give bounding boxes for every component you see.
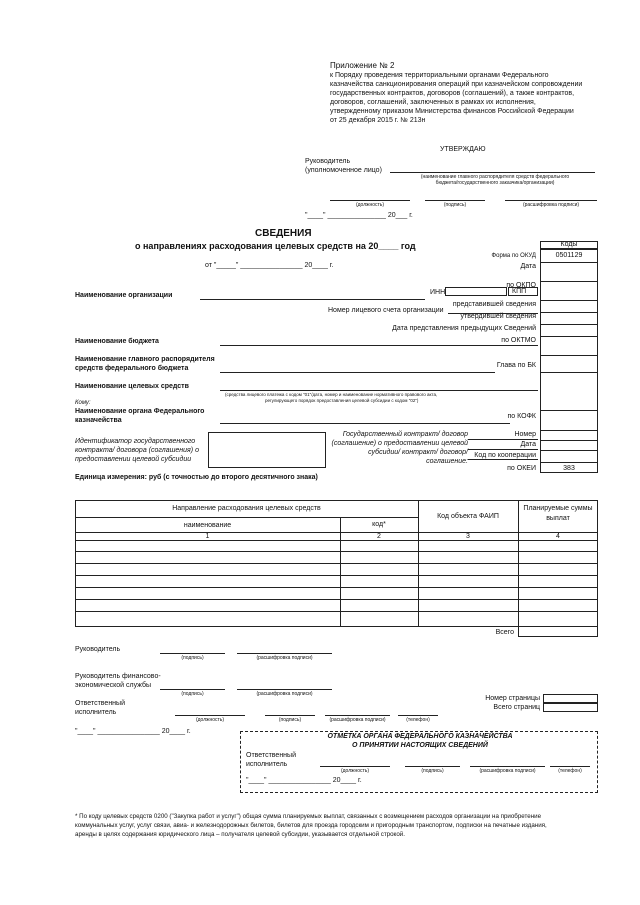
head-cap-decode: (расшифровка подписи) bbox=[256, 655, 313, 661]
fk-resp-label: Ответственный bbox=[246, 752, 296, 759]
okpo-label: по ОКПО bbox=[506, 282, 536, 289]
approve-org-caption-2: бюджета/государственного заказчика/организации) bbox=[435, 180, 555, 186]
header-line: от 25 декабря 2015 г. № 213н bbox=[330, 117, 426, 124]
fin-cap-decode: (расшифровка подписи) bbox=[256, 691, 313, 697]
document-subtitle: о направлениях расходования целевых средств на 20____ год bbox=[135, 241, 416, 251]
head-sign-label: Руководитель bbox=[75, 646, 121, 653]
page-no-field[interactable] bbox=[543, 694, 598, 703]
header-line: договоров, соглашений, заключенных в рамках их исполнения, bbox=[330, 99, 536, 106]
rep-label: представившей сведения bbox=[452, 301, 536, 308]
fk-cap-signature: (подпись) bbox=[421, 768, 444, 774]
account-label: Номер лицевого счета организации bbox=[328, 307, 444, 314]
resp-cap-position: (должность) bbox=[195, 717, 225, 723]
target-funds-field[interactable] bbox=[220, 390, 538, 391]
footnote-line: аренды в целях содержания юридического лица – получателя целевой субсидии, указывается отдельной строкой. bbox=[75, 831, 405, 838]
fk-label-2: казначейства bbox=[75, 417, 122, 424]
ident-label-3: предоставлении целевой субсидии bbox=[75, 456, 192, 463]
fk-mark-title-2: О ПРИНЯТИИ НАСТОЯЩИХ СВЕДЕНИЙ bbox=[352, 742, 488, 749]
col-num-2: 2 bbox=[377, 532, 381, 540]
th-faip: Код объекта ФАИП bbox=[437, 512, 499, 520]
contract-label-4: соглашение: bbox=[426, 458, 468, 465]
fk-label: Наименование органа Федерального bbox=[75, 408, 205, 415]
footnote-line: * По коду целевых средств 0200 ("Закупка работ и услуг") общая сумма планируемых выплат, связанных с возмещением расходов организации на приобретение bbox=[75, 813, 542, 820]
org-field[interactable] bbox=[200, 299, 425, 300]
fk-field[interactable] bbox=[220, 423, 510, 424]
fin-cap-signature: (подпись) bbox=[181, 691, 204, 697]
approve-head-label: Руководитель bbox=[305, 158, 351, 165]
target-funds-label: Наименование целевых средств bbox=[75, 383, 189, 390]
col-num-4: 4 bbox=[556, 532, 560, 540]
th-planned-2: выплат bbox=[546, 514, 570, 522]
approve-cap-decode: (расшифровка подписи) bbox=[522, 202, 580, 208]
okei-value: 383 bbox=[563, 465, 575, 472]
kofk-label: по КОФК bbox=[507, 413, 536, 420]
date-label: Дата bbox=[520, 263, 536, 270]
resp-cap-decode: (расшифровка подписи) bbox=[329, 717, 386, 723]
th-planned: Планируемые суммы bbox=[523, 504, 593, 512]
approve-cap-position: (должность) bbox=[355, 202, 385, 208]
page-no-label: Номер страницы bbox=[485, 695, 540, 702]
inn-field[interactable] bbox=[445, 287, 507, 296]
grbs-field[interactable] bbox=[220, 372, 495, 373]
fin-sign-label-2: экономической службы bbox=[75, 682, 151, 689]
pages-total-label: Всего страниц bbox=[493, 704, 540, 711]
glava-label: Глава по БК bbox=[496, 362, 536, 369]
ident-field[interactable] bbox=[208, 432, 326, 468]
th-direction: Направление расходования целевых средств bbox=[172, 505, 321, 512]
resp-sign-label: Ответственный bbox=[75, 700, 125, 707]
header-line: утвержденному приказом Министерства финансов Российской Федерации bbox=[330, 108, 574, 115]
resp-sign-label-2: исполнитель bbox=[75, 709, 117, 716]
oktmo-label: по ОКТМО bbox=[501, 337, 536, 344]
fk-resp-label-2: исполнитель bbox=[246, 761, 288, 768]
number-label: Номер bbox=[514, 431, 536, 438]
coop-label: Код по кооперации bbox=[474, 452, 536, 459]
header-line: к Порядку проведения территориальными органами Федерального bbox=[330, 72, 549, 79]
th-code: код* bbox=[372, 521, 386, 528]
contract-label: Государственный контракт/ договор bbox=[342, 431, 468, 438]
target-caption: (средства лицевого платежа с кодом "01"/дата, номер и наименование нормативного правового акта, bbox=[225, 392, 438, 397]
budget-label: Наименование бюджета bbox=[75, 338, 159, 345]
approve-org-caption: (наименование главного распорядителя средств федерального bbox=[420, 174, 570, 180]
unit-label: Единица измерения: руб (с точностью до второго десятичного знака) bbox=[75, 474, 318, 481]
approve-title: УТВЕРЖДАЮ bbox=[440, 146, 486, 153]
fk-cap-decode: (расшифровка подписи) bbox=[479, 768, 536, 774]
total-field[interactable] bbox=[518, 626, 598, 637]
header-line: казначейства санкционирования операций при казначейском сопровождении bbox=[330, 81, 583, 88]
head-cap-signature: (подпись) bbox=[181, 655, 204, 661]
contract-label-3: субсидии/ контракт/ договор/ bbox=[368, 449, 468, 456]
th-name: наименование bbox=[183, 522, 232, 529]
to-label: Кому: bbox=[75, 400, 91, 406]
grbs-label-2: средств федерального бюджета bbox=[75, 365, 189, 372]
grbs-label: Наименование главного распорядителя bbox=[75, 356, 215, 363]
approve-cap-signature: (подпись) bbox=[443, 202, 467, 208]
target-caption-2: регулирующего порядок предоставления целевой субсидии с кодом "02") bbox=[265, 398, 419, 403]
date2-label: Дата bbox=[520, 441, 536, 448]
fk-cap-position: (должность) bbox=[340, 768, 370, 774]
prev-date-label: Дата представления предыдущих Сведений bbox=[392, 325, 536, 332]
contract-label-2: (соглашение) о предоставлении целевой bbox=[331, 440, 468, 447]
fk-date-line: "____" ________________ 20____ г. bbox=[246, 777, 362, 784]
resp-cap-signature: (подпись) bbox=[278, 717, 302, 723]
ident-label-2: контракта/ договора (соглашения) о bbox=[75, 447, 199, 454]
sign-date-line: "____" ________________ 20____ г. bbox=[75, 728, 191, 735]
col-num-1: 1 bbox=[205, 532, 210, 540]
org-label: Наименование организации bbox=[75, 292, 173, 299]
fk-mark-title: ОТМЕТКА ОРГАНА ФЕДЕРАЛЬНОГО КАЗНАЧЕЙСТВА bbox=[327, 733, 513, 740]
ident-label: Идентификатор государственного bbox=[75, 438, 196, 445]
okei-label: по ОКЕИ bbox=[507, 465, 536, 472]
footnote-line: коммунальных услуг, услуг связи, авиа- и железнодорожных билетов, билетов для проезда городским и пригородным транспортом, подписки на печатные издания, bbox=[75, 822, 547, 829]
approved-label: утвердившей сведения bbox=[460, 313, 536, 320]
fk-cap-phone: (телефон) bbox=[558, 768, 582, 774]
col-num-3: 3 bbox=[466, 532, 470, 540]
codes-header: Коды bbox=[560, 241, 578, 248]
inn-label: ИНН bbox=[430, 289, 446, 296]
resp-cap-phone: (телефон) bbox=[406, 717, 430, 723]
header-line: государственных контрактов, договоров (соглашений), а также контрактов, bbox=[330, 90, 575, 97]
kpp-label: КПП bbox=[512, 288, 527, 295]
appendix-title: Приложение № 2 bbox=[330, 61, 395, 70]
document-date: от "_____" ________________ 20____ г. bbox=[205, 262, 334, 269]
document-title: СВЕДЕНИЯ bbox=[255, 228, 312, 239]
okud-label: Форма по ОКУД bbox=[491, 253, 536, 259]
budget-field[interactable] bbox=[220, 345, 538, 346]
pages-total-field[interactable] bbox=[543, 703, 598, 712]
approve-date-line: "____" _______________ 20___ г. bbox=[305, 212, 413, 219]
okud-value: 0501129 bbox=[555, 252, 583, 259]
approve-head-label-2: (уполномоченное лицо) bbox=[305, 167, 382, 174]
total-label: Всего bbox=[495, 629, 514, 636]
fin-sign-label: Руководитель финансово- bbox=[75, 673, 161, 680]
